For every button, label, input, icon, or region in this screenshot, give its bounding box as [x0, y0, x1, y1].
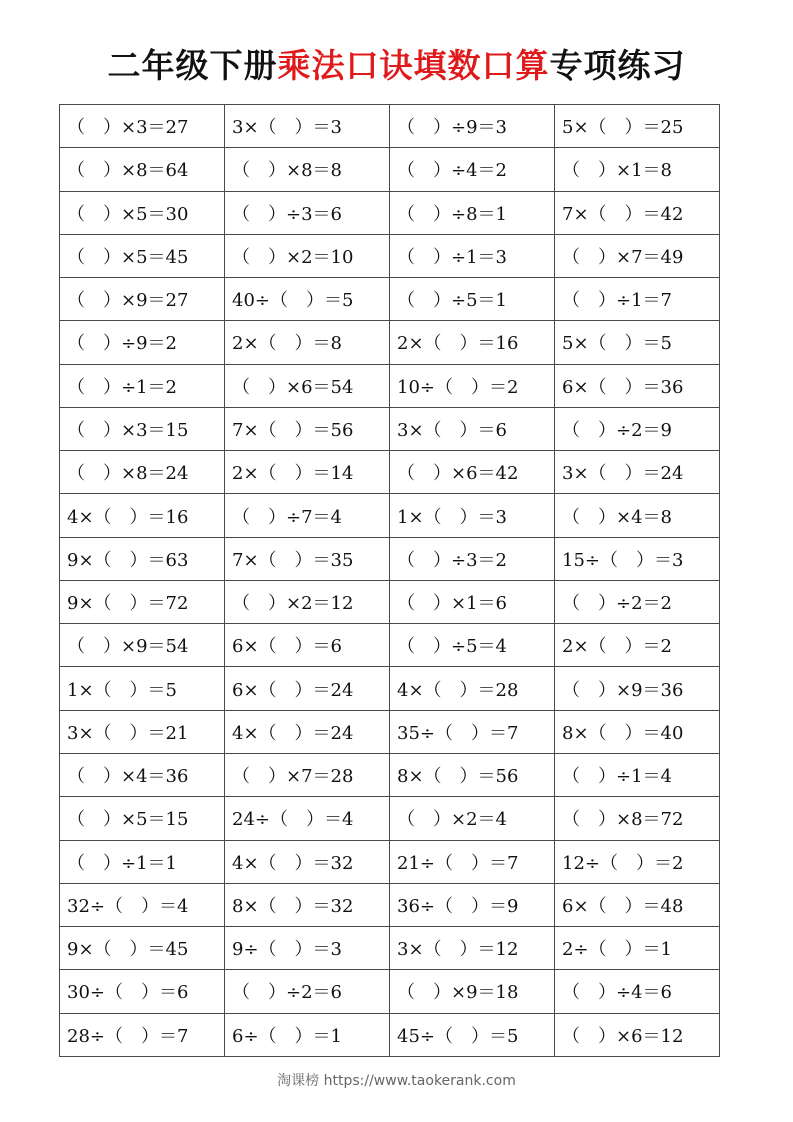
- table-row: [60, 537, 720, 580]
- problem-cell: 7×（ ）＝35: [225, 537, 390, 580]
- problem-cell: 28÷（ ）＝7: [60, 1013, 225, 1056]
- problem-cell: （ ）÷5＝4: [390, 624, 555, 667]
- problem-cell: （ ）×4＝8: [555, 494, 720, 537]
- problem-cell: 2×（ ）＝16: [390, 321, 555, 364]
- problem-cell: 15÷（ ）＝3: [555, 537, 720, 580]
- problem-cell: （ ）÷2＝6: [225, 970, 390, 1013]
- problem-cell: （ ）×7＝49: [555, 234, 720, 277]
- problem-cell: 3×（ ）＝3: [225, 105, 390, 148]
- problem-cell: （ ）×8＝24: [60, 451, 225, 494]
- problem-cell: 6×（ ）＝24: [225, 667, 390, 710]
- problem-cell: 8×（ ）＝40: [555, 710, 720, 753]
- table-row: [60, 667, 720, 710]
- page-title: [0, 44, 793, 88]
- problem-cell: 9×（ ）＝45: [60, 927, 225, 970]
- problem-cell: 8×（ ）＝32: [225, 883, 390, 926]
- problem-cell: 3×（ ）＝6: [390, 407, 555, 450]
- problem-cell: 3×（ ）＝21: [60, 710, 225, 753]
- problem-cell: （ ）×2＝4: [390, 797, 555, 840]
- problem-cell: 32÷（ ）＝4: [60, 883, 225, 926]
- problem-cell: 4×（ ）＝24: [225, 710, 390, 753]
- problem-cell: 6×（ ）＝48: [555, 883, 720, 926]
- problem-cell: （ ）÷1＝3: [390, 234, 555, 277]
- problem-cell: 3×（ ）＝12: [390, 927, 555, 970]
- problem-cell: （ ）÷7＝4: [225, 494, 390, 537]
- problem-cell: 12÷（ ）＝2: [555, 840, 720, 883]
- problem-cell: （ ）×2＝12: [225, 580, 390, 623]
- problem-cell: （ ）×8＝8: [225, 148, 390, 191]
- problem-cell: 1×（ ）＝5: [60, 667, 225, 710]
- problem-cell: 6×（ ）＝36: [555, 364, 720, 407]
- problem-cell: （ ）×9＝36: [555, 667, 720, 710]
- table-row: [60, 710, 720, 753]
- table-row: [60, 797, 720, 840]
- problem-cell: （ ）×5＝45: [60, 234, 225, 277]
- problem-cell: 3×（ ）＝24: [555, 451, 720, 494]
- problem-cell: （ ）÷4＝2: [390, 148, 555, 191]
- problem-cell: （ ）÷1＝7: [555, 278, 720, 321]
- title-topic: 乘法口诀填数口算: [277, 46, 550, 85]
- problem-cell: 8×（ ）＝56: [390, 753, 555, 796]
- problem-cell: （ ）×8＝64: [60, 148, 225, 191]
- table-row: [60, 364, 720, 407]
- table-row: [60, 148, 720, 191]
- problem-cell: （ ）×9＝54: [60, 624, 225, 667]
- problem-cell: 4×（ ）＝28: [390, 667, 555, 710]
- problem-cell: （ ）÷1＝2: [60, 364, 225, 407]
- problem-cell: （ ）×5＝30: [60, 191, 225, 234]
- problem-cell: （ ）×9＝18: [390, 970, 555, 1013]
- title-grade: 二年级下册: [107, 46, 278, 85]
- problem-cell: （ ）÷5＝1: [390, 278, 555, 321]
- problem-cell: 1×（ ）＝3: [390, 494, 555, 537]
- title-practice: 专项练习: [549, 46, 686, 85]
- table-row: [60, 753, 720, 796]
- problem-cell: 7×（ ）＝42: [555, 191, 720, 234]
- table-row: [60, 105, 720, 148]
- problem-cell: 9÷（ ）＝3: [225, 927, 390, 970]
- problem-cell: （ ）×1＝8: [555, 148, 720, 191]
- problem-cell: （ ）÷1＝4: [555, 753, 720, 796]
- problem-cell: （ ）×8＝72: [555, 797, 720, 840]
- problem-cell: 2×（ ）＝14: [225, 451, 390, 494]
- table-row: [60, 840, 720, 883]
- problem-cell: （ ）×1＝6: [390, 580, 555, 623]
- problem-cell: （ ）×6＝42: [390, 451, 555, 494]
- problem-cell: （ ）×7＝28: [225, 753, 390, 796]
- problem-cell: 6×（ ）＝6: [225, 624, 390, 667]
- problem-cell: （ ）÷3＝6: [225, 191, 390, 234]
- table-row: [60, 883, 720, 926]
- problem-cell: 35÷（ ）＝7: [390, 710, 555, 753]
- table-row: [60, 191, 720, 234]
- problem-cell: 45÷（ ）＝5: [390, 1013, 555, 1056]
- problem-cell: 5×（ ）＝5: [555, 321, 720, 364]
- problem-cell: 36÷（ ）＝9: [390, 883, 555, 926]
- problem-cell: （ ）×5＝15: [60, 797, 225, 840]
- exercise-table: [59, 104, 720, 1057]
- problem-cell: 9×（ ）＝63: [60, 537, 225, 580]
- problem-cell: 24÷（ ）＝4: [225, 797, 390, 840]
- problem-cell: 2×（ ）＝8: [225, 321, 390, 364]
- table-row: [60, 407, 720, 450]
- problem-cell: 21÷（ ）＝7: [390, 840, 555, 883]
- table-row: [60, 278, 720, 321]
- table-row: [60, 580, 720, 623]
- exercise-table-body: [60, 105, 720, 1057]
- table-row: [60, 1013, 720, 1056]
- table-row: [60, 451, 720, 494]
- table-row: [60, 321, 720, 364]
- problem-cell: （ ）÷2＝2: [555, 580, 720, 623]
- problem-cell: （ ）÷8＝1: [390, 191, 555, 234]
- problem-cell: 6÷（ ）＝1: [225, 1013, 390, 1056]
- table-row: [60, 624, 720, 667]
- table-row: [60, 494, 720, 537]
- problem-cell: 30÷（ ）＝6: [60, 970, 225, 1013]
- problem-cell: （ ）÷2＝9: [555, 407, 720, 450]
- problem-cell: 4×（ ）＝32: [225, 840, 390, 883]
- problem-cell: （ ）÷3＝2: [390, 537, 555, 580]
- problem-cell: （ ）×3＝27: [60, 105, 225, 148]
- footer-watermark: 淘课榜 https://www.taokerank.com: [277, 1073, 516, 1089]
- problem-cell: （ ）÷1＝1: [60, 840, 225, 883]
- problem-cell: （ ）÷9＝3: [390, 105, 555, 148]
- problem-cell: 40÷（ ）＝5: [225, 278, 390, 321]
- problem-cell: （ ）÷4＝6: [555, 970, 720, 1013]
- problem-cell: （ ）×9＝27: [60, 278, 225, 321]
- problem-cell: 5×（ ）＝25: [555, 105, 720, 148]
- problem-cell: 10÷（ ）＝2: [390, 364, 555, 407]
- problem-cell: （ ）×4＝36: [60, 753, 225, 796]
- problem-cell: 4×（ ）＝16: [60, 494, 225, 537]
- table-row: [60, 234, 720, 277]
- problem-cell: 7×（ ）＝56: [225, 407, 390, 450]
- problem-cell: 9×（ ）＝72: [60, 580, 225, 623]
- problem-cell: （ ）×2＝10: [225, 234, 390, 277]
- table-row: [60, 970, 720, 1013]
- table-row: [60, 927, 720, 970]
- problem-cell: （ ）×6＝54: [225, 364, 390, 407]
- problem-cell: 2÷（ ）＝1: [555, 927, 720, 970]
- problem-cell: （ ）÷9＝2: [60, 321, 225, 364]
- problem-cell: （ ）×6＝12: [555, 1013, 720, 1056]
- problem-cell: （ ）×3＝15: [60, 407, 225, 450]
- problem-cell: 2×（ ）＝2: [555, 624, 720, 667]
